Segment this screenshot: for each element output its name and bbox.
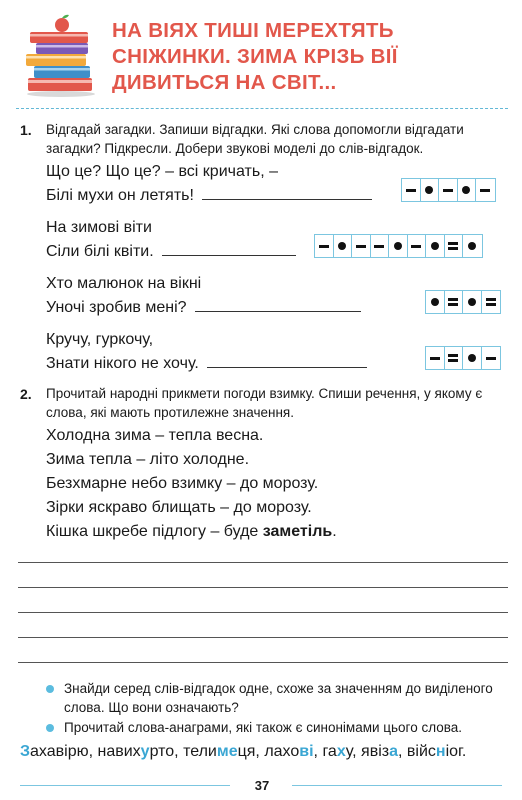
anagram-part: , bbox=[313, 743, 323, 760]
sentence-5-prefix: Кішка шкребе підлогу – буде bbox=[46, 523, 263, 540]
bullet-icon bbox=[46, 685, 54, 693]
model-cell bbox=[426, 347, 445, 369]
anagram-word bbox=[98, 743, 184, 760]
page-number: 37 bbox=[254, 778, 270, 793]
sentence-2: Зима тепла – літо холодне. bbox=[46, 451, 250, 468]
model-dash-symbol bbox=[319, 245, 329, 248]
task-1-instruction: Відгадай загадки. Запиши відгадки. Які слова допомогли відгадати загадки? Підкресли. Добери звукові моделі до слів-відгадок. bbox=[46, 122, 464, 156]
anagram-part: у, bbox=[345, 743, 362, 760]
page-title bbox=[112, 18, 512, 96]
model-dash-symbol bbox=[486, 357, 496, 360]
model-dot-symbol bbox=[394, 242, 402, 250]
answer-blank-3[interactable] bbox=[195, 298, 361, 312]
model-dot-symbol bbox=[425, 186, 433, 194]
task-2-number: 2. bbox=[20, 386, 32, 402]
riddle-3-line-2: Уночі зробив мені? bbox=[46, 299, 187, 316]
writing-line-5[interactable] bbox=[18, 662, 508, 663]
sound-model-1 bbox=[401, 178, 496, 202]
anagram-highlight: З bbox=[20, 743, 31, 760]
model-cell bbox=[421, 179, 440, 201]
footer-line-left bbox=[20, 785, 230, 786]
anagram-word bbox=[264, 743, 322, 760]
sentence-1: Холодна зима – тепла весна. bbox=[46, 427, 264, 444]
model-cell bbox=[426, 291, 445, 313]
model-dot-symbol bbox=[468, 354, 476, 362]
anagram-part: іог. bbox=[445, 743, 467, 760]
model-dash-symbol bbox=[406, 189, 416, 192]
model-dot-symbol bbox=[468, 298, 476, 306]
footer-line-right bbox=[292, 785, 502, 786]
model-cell bbox=[463, 291, 482, 313]
sentence-4: Зірки яскраво блищать – до морозу. bbox=[46, 499, 312, 516]
riddle-1-line-1: Що це? Що це? – всі кричать, – bbox=[46, 163, 278, 180]
bullet-text-1: Знайди серед слів-відгадок одне, схоже за значенням до виділеного слова. Що вони означають? bbox=[64, 681, 493, 715]
page-header bbox=[20, 12, 510, 102]
model-dash-symbol bbox=[356, 245, 366, 248]
model-eq-symbol bbox=[448, 242, 458, 250]
anagram-part: навих bbox=[97, 743, 141, 760]
anagram-highlight: а bbox=[389, 743, 398, 760]
anagram-highlight: х bbox=[336, 743, 346, 760]
model-cell bbox=[445, 291, 464, 313]
riddle-1-line-2: Білі мухи он летять! bbox=[46, 187, 194, 204]
model-dash-symbol bbox=[480, 189, 490, 192]
title-line-3: ДИВИТЬСЯ НА СВІТ... bbox=[112, 71, 337, 94]
sentence-3: Безхмарне небо взимку – до морозу. bbox=[46, 475, 319, 492]
answer-blank-1[interactable] bbox=[202, 186, 372, 200]
writing-line-1[interactable] bbox=[18, 562, 508, 563]
riddle-3-line-1: Хто малюнок на вікні bbox=[46, 275, 202, 292]
bullet-icon bbox=[46, 724, 54, 732]
model-cell bbox=[482, 347, 501, 369]
anagram-word bbox=[20, 743, 98, 760]
sound-model-4 bbox=[425, 346, 501, 370]
model-dot-symbol bbox=[462, 186, 470, 194]
anagram-part: , bbox=[398, 743, 407, 760]
anagram-highlight: ві bbox=[299, 743, 314, 760]
title-line-1: НА ВІЯХ ТИШІ МЕРЕХТЯТЬ bbox=[112, 19, 394, 42]
highlighted-word: заметіль bbox=[262, 523, 333, 540]
model-cell bbox=[402, 179, 421, 201]
model-cell bbox=[482, 291, 501, 313]
anagram-word bbox=[322, 743, 361, 760]
model-cell bbox=[476, 179, 495, 201]
sentence-5 bbox=[46, 522, 337, 542]
anagram-word bbox=[407, 743, 466, 760]
sentence-5-suffix: . bbox=[332, 523, 337, 540]
riddle-2-line-1: На зимові віти bbox=[46, 219, 152, 236]
model-cell bbox=[458, 179, 477, 201]
anagram-words bbox=[20, 743, 466, 761]
bullet-text-2: Прочитай слова-анаграми, які також є синонімами цього слова. bbox=[64, 720, 463, 735]
anagram-part: лахо bbox=[264, 743, 300, 760]
model-dot-symbol bbox=[431, 298, 439, 306]
model-cell bbox=[445, 347, 464, 369]
model-dot-symbol bbox=[431, 242, 439, 250]
model-cell bbox=[408, 235, 427, 257]
answer-blank-4[interactable] bbox=[207, 354, 367, 368]
anagram-highlight: ме bbox=[216, 743, 238, 760]
model-cell bbox=[334, 235, 353, 257]
anagram-part: явіз bbox=[361, 743, 390, 760]
riddle-4-line-2: Знати нікого не хочу. bbox=[46, 355, 199, 372]
dashed-divider bbox=[16, 108, 508, 109]
model-cell bbox=[371, 235, 390, 257]
model-cell bbox=[463, 347, 482, 369]
anagram-word bbox=[183, 743, 264, 760]
model-cell bbox=[439, 179, 458, 201]
anagram-part: ця, bbox=[237, 743, 265, 760]
writing-line-2[interactable] bbox=[18, 587, 508, 588]
anagram-highlight: н bbox=[435, 743, 446, 760]
books-stack-icon bbox=[20, 14, 102, 98]
answer-blank-2[interactable] bbox=[162, 242, 296, 256]
model-eq-symbol bbox=[448, 354, 458, 362]
model-cell bbox=[445, 235, 464, 257]
riddle-4-line-1: Кручу, гуркочу, bbox=[46, 331, 154, 348]
model-eq-symbol bbox=[486, 298, 496, 306]
model-dash-symbol bbox=[374, 245, 384, 248]
sound-model-2 bbox=[314, 234, 483, 258]
sound-model-3 bbox=[425, 290, 501, 314]
model-cell bbox=[352, 235, 371, 257]
anagram-highlight: у bbox=[140, 743, 150, 760]
writing-line-3[interactable] bbox=[18, 612, 508, 613]
anagram-part: га bbox=[322, 743, 337, 760]
model-eq-symbol bbox=[448, 298, 458, 306]
model-dash-symbol bbox=[430, 357, 440, 360]
task-2-instruction: Прочитай народні прикмети погоди взимку. Спиши речення, у якому є слова, які мають протилежне значення. bbox=[46, 386, 483, 420]
model-cell bbox=[463, 235, 482, 257]
model-cell bbox=[426, 235, 445, 257]
model-dash-symbol bbox=[443, 189, 453, 192]
model-dot-symbol bbox=[338, 242, 346, 250]
task-1-number: 1. bbox=[20, 122, 32, 138]
model-cell bbox=[315, 235, 334, 257]
anagram-part: ахавірю, bbox=[30, 743, 98, 760]
anagram-part: рто, bbox=[149, 743, 184, 760]
anagram-part: тели bbox=[183, 743, 217, 760]
model-dash-symbol bbox=[411, 245, 421, 248]
writing-line-4[interactable] bbox=[18, 637, 508, 638]
model-dot-symbol bbox=[468, 242, 476, 250]
riddle-2-line-2: Сіли білі квіти. bbox=[46, 243, 154, 260]
anagram-word bbox=[361, 743, 407, 760]
title-line-2: СНІЖИНКИ. ЗИМА КРІЗЬ ВІЇ bbox=[112, 45, 398, 68]
model-cell bbox=[389, 235, 408, 257]
page-footer bbox=[20, 778, 502, 794]
anagram-part: війс bbox=[406, 743, 436, 760]
